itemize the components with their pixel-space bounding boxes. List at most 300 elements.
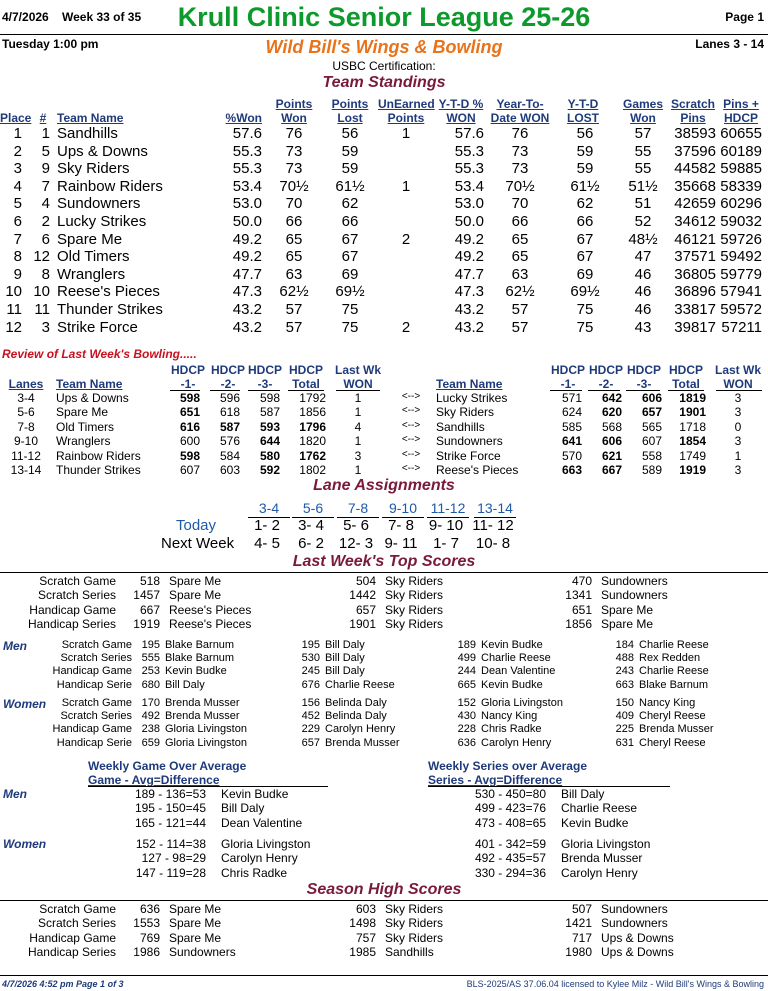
- standings-scratch-pins: 36896: [674, 283, 716, 301]
- individual-bowler: Charlie Reese: [639, 665, 709, 678]
- score-category: Scratch Game: [39, 902, 116, 916]
- standings-ytd-pct: 50.0: [454, 213, 484, 230]
- score-value: 504: [355, 574, 376, 588]
- standings-points-lost: 67: [341, 230, 359, 248]
- standings-ytd-lost: 67: [576, 230, 594, 248]
- standings-ytd-pct: 49.2: [454, 248, 484, 266]
- standings-ytd-lost: 69½: [570, 283, 600, 301]
- standings-team-name: Rainbow Riders: [57, 177, 163, 195]
- over-avg-bowler: Bill Daly: [221, 801, 265, 816]
- lane-pair: 7-8: [337, 500, 379, 518]
- over-avg-men-label: Men: [3, 787, 27, 801]
- standings-ytd-won: 73: [511, 160, 529, 178]
- individual-score: 225: [615, 723, 634, 736]
- col-team-name: Team Name: [57, 111, 124, 125]
- standings-points-lost: 59: [341, 142, 359, 160]
- standings-ytd-lost: 75: [576, 301, 594, 318]
- standings-team-name: Ups & Downs: [57, 142, 148, 160]
- individual-score: 195: [301, 639, 320, 651]
- standings-scratch-pins: 37596: [674, 142, 716, 160]
- score-value: 1856: [565, 617, 592, 632]
- standings-points-won: 65: [285, 230, 303, 248]
- individual-bowler: Bill Daly: [325, 665, 365, 678]
- standings-pct-won: 53.0: [232, 195, 262, 213]
- standings-place: 3: [13, 160, 22, 178]
- usbc-certification: USBC Certification:: [332, 59, 436, 73]
- review-game-left: 598: [179, 391, 200, 405]
- score-team: Spare Me: [169, 588, 222, 603]
- individual-score: 229: [301, 723, 320, 736]
- individual-category: Handicap Serie: [56, 736, 132, 749]
- lanes-range: Lanes 3 - 14: [695, 37, 764, 51]
- standings-points-won: 57: [285, 301, 303, 318]
- individual-score: 243: [615, 665, 634, 678]
- individual-bowler: Brenda Musser: [165, 697, 240, 709]
- review-vs-arrow: <-->: [401, 391, 421, 402]
- individual-score: 530: [301, 652, 320, 665]
- over-avg-bowler: Carolyn Henry: [561, 865, 638, 880]
- individual-score: 488: [615, 652, 634, 665]
- individual-score: 195: [141, 639, 160, 651]
- standings-pins-hdcp: 59885: [720, 160, 762, 178]
- individual-bowler: Carolyn Henry: [481, 736, 552, 749]
- standings-points-lost: 75: [341, 318, 359, 336]
- review-won-right: 3: [734, 463, 742, 477]
- standings-pct-won: 47.7: [232, 265, 262, 283]
- individual-bowler: Belinda Daly: [325, 697, 387, 709]
- individual-score: 150: [615, 697, 634, 709]
- score-category: Handicap Series: [27, 617, 116, 632]
- review-game-right: 621: [601, 448, 622, 463]
- review-won-right: 1: [734, 448, 742, 463]
- standings-ytd-pct: 57.6: [454, 125, 484, 142]
- review-won-left: 3: [354, 448, 362, 463]
- review-total-right: 1919: [679, 463, 706, 477]
- individual-bowler: Kevin Budke: [165, 665, 227, 678]
- review-team-right: Lucky Strikes: [436, 391, 508, 405]
- individual-bowler: Chris Radke: [481, 723, 542, 736]
- individual-score: 663: [615, 678, 634, 691]
- review-team-left: Spare Me: [56, 405, 109, 420]
- score-value: 1986: [133, 945, 160, 960]
- over-avg-calc: 401 - 342=59: [474, 837, 546, 851]
- standings-ytd-lost: 62: [576, 195, 594, 213]
- review-vs-arrow: <-->: [401, 419, 421, 431]
- over-avg-calc: 147 - 119=28: [135, 865, 206, 880]
- individual-score: 499: [457, 652, 476, 665]
- individual-score: 189: [457, 639, 476, 651]
- standings-points-lost: 62: [341, 195, 359, 213]
- lane-assignments-title: Lane Assignments: [313, 477, 455, 494]
- score-category: Scratch Series: [37, 916, 116, 931]
- individual-score: 680: [141, 678, 160, 691]
- individual-bowler: Cheryl Reese: [639, 736, 706, 749]
- standings-points-won: 65: [285, 248, 303, 266]
- individual-score: 636: [457, 736, 476, 749]
- standings-scratch-pins: 38593: [674, 125, 716, 142]
- review-team-left: Wranglers: [56, 434, 111, 449]
- page-number: Page 1: [725, 10, 764, 24]
- standings-pins-hdcp: 60296: [720, 195, 762, 213]
- review-won-left: 1: [354, 463, 362, 477]
- standings-ytd-lost: 69: [576, 265, 594, 283]
- standings-ytd-lost: 56: [576, 125, 594, 142]
- standings-place: 7: [13, 230, 22, 248]
- score-team: Sky Riders: [385, 930, 444, 945]
- standings-place: 1: [13, 125, 22, 142]
- over-avg-bowler: Bill Daly: [561, 787, 605, 801]
- individual-bowler: Dean Valentine: [481, 665, 556, 678]
- standings-scratch-pins: 42659: [674, 195, 716, 213]
- review-lanes: 5-6: [17, 405, 35, 420]
- next-week-label: Next Week: [161, 535, 235, 552]
- standings-place: 11: [6, 301, 22, 318]
- standings-ytd-won: 76: [511, 125, 529, 142]
- standings-points-lost: 61½: [335, 177, 365, 195]
- review-game-right: 667: [601, 463, 622, 477]
- score-team: Reese's Pieces: [169, 602, 252, 617]
- today-matchup: 11- 12: [472, 517, 514, 534]
- standings-place: 10: [5, 283, 22, 301]
- standings-points-won: 66: [285, 213, 303, 230]
- standings-unearned: 2: [401, 318, 411, 336]
- next-week-matchup: 6- 2: [298, 535, 324, 552]
- today-matchup: 9- 10: [428, 517, 464, 534]
- col-games-won: Games Won: [622, 97, 664, 125]
- game-over-avg-title: Weekly Game Over Average: [88, 759, 247, 773]
- review-won-right: 3: [734, 391, 742, 405]
- score-value: 1341: [565, 588, 592, 603]
- col-points-won: Points Won: [275, 97, 313, 125]
- review-game-right: 663: [561, 463, 582, 477]
- standings-games-won: 46: [634, 301, 652, 318]
- standings-pct-won: 43.2: [232, 318, 262, 336]
- standings-ytd-lost: 59: [576, 142, 594, 160]
- over-avg-bowler: Kevin Budke: [221, 787, 289, 801]
- standings-pct-won: 47.3: [232, 283, 262, 301]
- score-category: Scratch Game: [39, 574, 116, 588]
- score-team: Sky Riders: [385, 602, 444, 617]
- individual-category: Scratch Series: [60, 710, 132, 723]
- standings-pct-won: 50.0: [232, 213, 262, 230]
- review-game-left: 618: [219, 405, 240, 420]
- review-total-right: 1819: [679, 391, 706, 405]
- col-num: #: [39, 111, 47, 125]
- individual-bowler: Nancy King: [639, 697, 696, 709]
- standings-ytd-won: 73: [511, 142, 529, 160]
- review-game-right: 589: [641, 463, 662, 477]
- standings-games-won: 51: [634, 195, 652, 213]
- score-team: Ups & Downs: [601, 930, 674, 945]
- score-value: 470: [571, 574, 592, 588]
- standings-ytd-lost: 66: [576, 213, 594, 230]
- standings-scratch-pins: 34612: [674, 213, 716, 230]
- review-game-left: 580: [259, 448, 280, 463]
- review-team-left: Old Timers: [56, 419, 115, 434]
- standings-games-won: 55: [634, 142, 652, 160]
- individual-score: 409: [615, 710, 634, 723]
- score-team: Sandhills: [385, 945, 434, 960]
- review-game-left: 598: [179, 448, 200, 463]
- standings-games-won: 48½: [628, 230, 658, 248]
- review-team-right: Sandhills: [436, 419, 485, 434]
- review-game-left: 616: [179, 419, 200, 434]
- season-high-title: Season High Scores: [306, 881, 462, 898]
- individual-bowler: Charlie Reese: [639, 639, 709, 651]
- next-week-matchup: 10- 8: [475, 535, 511, 552]
- standings-team-name: Sandhills: [57, 125, 118, 142]
- review-total-left: 1820: [299, 434, 326, 449]
- review-game-left: 592: [259, 463, 280, 477]
- score-value: 757: [355, 930, 376, 945]
- over-avg-calc: 492 - 435=57: [474, 851, 546, 866]
- score-value: 507: [571, 902, 592, 916]
- over-avg-bowler: Kevin Budke: [561, 815, 629, 830]
- individual-bowler: Blake Barnum: [639, 678, 709, 691]
- review-team-right: Sundowners: [436, 434, 503, 449]
- standings-scratch-pins: 35668: [674, 177, 716, 195]
- standings-points-lost: 56: [341, 125, 359, 142]
- standings-points-lost: 66: [341, 213, 359, 230]
- standings-points-won: 70½: [279, 177, 309, 195]
- col-scratch-pins: Scratch Pins: [670, 97, 716, 125]
- individual-category: Scratch Series: [60, 652, 132, 665]
- lane-pair: 3-4: [248, 500, 290, 518]
- standings-place: 5: [13, 195, 22, 213]
- standings-team-number: 7: [41, 177, 50, 195]
- col-points-lost: Points Lost: [331, 97, 369, 125]
- today-label: Today: [176, 517, 217, 534]
- day-time: Tuesday 1:00 pm: [2, 37, 99, 51]
- score-value: 1980: [565, 945, 592, 960]
- over-avg-calc: 165 - 121=44: [134, 815, 206, 830]
- next-week-matchup: 1- 7: [433, 535, 459, 552]
- standings-ytd-pct: 49.2: [454, 230, 484, 248]
- standings-team-name: Strike Force: [57, 318, 138, 336]
- review-team-right: Reese's Pieces: [436, 463, 519, 477]
- standings-ytd-lost: 75: [576, 318, 594, 336]
- individual-bowler: Kevin Budke: [481, 639, 543, 651]
- review-game-right: 607: [641, 434, 662, 449]
- review-game-right: 585: [561, 419, 582, 434]
- standings-pct-won: 53.4: [232, 177, 262, 195]
- next-week-matchup: 9- 11: [384, 535, 418, 552]
- review-game-left: 598: [259, 391, 280, 405]
- col-pins-hdcp: Pins + HDCP: [723, 97, 759, 125]
- individual-category: Scratch Game: [61, 697, 132, 709]
- review-game-left: 603: [219, 463, 240, 477]
- individual-score: 253: [141, 665, 160, 678]
- standings-ytd-lost: 67: [576, 248, 594, 266]
- individual-bowler: Kevin Budke: [481, 678, 543, 691]
- review-team-left: Thunder Strikes: [56, 463, 141, 477]
- standings-ytd-won: 63: [511, 265, 529, 283]
- individual-bowler: Bill Daly: [325, 639, 365, 651]
- over-avg-calc: 330 - 294=36: [474, 865, 546, 880]
- individual-category: Scratch Game: [61, 639, 132, 651]
- standings-pct-won: 49.2: [232, 248, 262, 266]
- score-value: 1919: [133, 617, 160, 632]
- review-won-left: 4: [354, 419, 362, 434]
- individual-score: 665: [457, 678, 476, 691]
- over-avg-bowler: Brenda Musser: [561, 851, 643, 866]
- over-avg-bowler: Carolyn Henry: [221, 851, 298, 866]
- review-total-left: 1856: [299, 405, 326, 420]
- individual-score: 184: [615, 639, 634, 651]
- review-game-right: 606: [601, 434, 622, 449]
- standings-games-won: 57: [634, 125, 652, 142]
- score-team: Sundowners: [601, 916, 668, 931]
- next-week-matchup: 4- 5: [254, 535, 280, 552]
- individual-score: 156: [301, 697, 320, 709]
- review-team-right: Sky Riders: [436, 405, 495, 420]
- review-game-left: 587: [259, 405, 280, 420]
- standings-title: Team Standings: [322, 74, 446, 91]
- today-matchup: 1- 2: [254, 517, 280, 534]
- individual-score: 452: [301, 710, 320, 723]
- individual-bowler: Gloria Livingston: [165, 736, 247, 749]
- score-team: Sky Riders: [385, 588, 444, 603]
- standings-ytd-won: 65: [511, 248, 529, 266]
- individual-bowler: Nancy King: [481, 710, 538, 723]
- review-won-left: 1: [354, 434, 362, 449]
- review-game-right: 642: [601, 391, 622, 405]
- review-game-left: 587: [219, 419, 240, 434]
- standings-ytd-pct: 55.3: [454, 142, 484, 160]
- standings-ytd-won: 70½: [505, 177, 535, 195]
- standings-points-lost: 67: [341, 248, 359, 266]
- league-title: Krull Clinic Senior League 25-26: [177, 2, 591, 32]
- score-team: Sundowners: [601, 588, 668, 603]
- score-category: Handicap Series: [27, 945, 116, 960]
- score-team: Sky Riders: [385, 574, 444, 588]
- review-title: Review of Last Week's Bowling.....: [2, 347, 197, 361]
- report-date: 4/7/2026: [2, 10, 49, 24]
- standings-place: 12: [5, 318, 22, 336]
- review-lanes: 9-10: [13, 434, 39, 449]
- standings-ytd-won: 65: [511, 230, 529, 248]
- standings-pins-hdcp: 60655: [720, 125, 762, 142]
- standings-scratch-pins: 36805: [674, 265, 716, 283]
- standings-unearned: 1: [401, 125, 411, 142]
- lane-pair: 5-6: [292, 500, 334, 518]
- standings-ytd-won: 57: [511, 318, 529, 336]
- today-matchup: 3- 4: [298, 517, 324, 534]
- review-lanes: 11-12: [11, 448, 41, 463]
- individual-bowler: Belinda Daly: [325, 710, 387, 723]
- standings-team-number: 2: [41, 213, 50, 230]
- individual-bowler: Cheryl Reese: [639, 710, 706, 723]
- review-total-left: 1802: [299, 463, 326, 477]
- week-label: Week 33 of 35: [62, 10, 142, 24]
- standings-pct-won: 43.2: [232, 301, 262, 318]
- standings-games-won: 46: [634, 265, 652, 283]
- individual-score: 245: [301, 665, 320, 678]
- review-game-left: 600: [179, 434, 200, 449]
- score-value: 1553: [133, 916, 160, 931]
- standings-ytd-won: 66: [511, 213, 529, 230]
- standings-points-won: 73: [285, 142, 303, 160]
- score-value: 1457: [133, 588, 160, 603]
- individual-bowler: Brenda Musser: [639, 723, 714, 736]
- standings-points-won: 63: [285, 265, 303, 283]
- score-value: 1901: [349, 617, 376, 632]
- review-game-right: 568: [601, 419, 622, 434]
- women-label: Women: [3, 697, 47, 711]
- individual-bowler: Blake Barnum: [165, 652, 235, 665]
- score-team: Sky Riders: [385, 902, 444, 916]
- review-total-right: 1901: [679, 405, 706, 420]
- score-value: 769: [139, 930, 160, 945]
- standings-pins-hdcp: 59779: [720, 265, 762, 283]
- score-value: 1421: [565, 916, 592, 931]
- standings-games-won: 43: [634, 318, 652, 336]
- standings-points-lost: 75: [341, 301, 359, 318]
- score-team: Sundowners: [169, 945, 236, 960]
- over-avg-calc: 189 - 136=53: [134, 787, 206, 801]
- review-total-left: 1792: [299, 391, 326, 405]
- standings-team-name: Reese's Pieces: [57, 283, 160, 301]
- score-team: Spare Me: [169, 930, 222, 945]
- review-game-right: 624: [561, 405, 582, 420]
- bowling-center: Wild Bill's Wings & Bowling: [265, 37, 503, 57]
- individual-bowler: Blake Barnum: [165, 639, 235, 651]
- over-avg-calc: 499 - 423=76: [474, 801, 546, 816]
- review-game-right: 606: [641, 391, 662, 405]
- individual-bowler: Bill Daly: [165, 678, 205, 691]
- individual-score: 555: [141, 652, 160, 665]
- individual-bowler: Charlie Reese: [481, 652, 551, 665]
- individual-bowler: Brenda Musser: [325, 736, 400, 749]
- review-lanes: 3-4: [17, 391, 35, 405]
- standings-place: 8: [13, 248, 22, 266]
- review-won-right: 0: [734, 419, 742, 434]
- standings-ytd-pct: 43.2: [454, 318, 484, 336]
- individual-score: 657: [301, 736, 320, 749]
- individual-bowler: Carolyn Henry: [325, 723, 396, 736]
- lane-pair: 11-12: [427, 500, 469, 518]
- review-game-left: 607: [179, 463, 200, 477]
- score-value: 1985: [349, 945, 376, 960]
- review-game-left: 584: [219, 448, 240, 463]
- score-team: Spare Me: [601, 602, 654, 617]
- standings-team-number: 6: [41, 230, 50, 248]
- over-avg-bowler: Gloria Livingston: [221, 837, 311, 851]
- lane-pair: 13-14: [474, 500, 516, 518]
- over-avg-bowler: Chris Radke: [221, 865, 288, 880]
- review-team-right: Strike Force: [436, 448, 501, 463]
- review-game-right: 565: [641, 419, 662, 434]
- game-over-avg-sub: Game - Avg=Difference: [88, 773, 220, 787]
- review-vs-arrow: <-->: [401, 448, 421, 460]
- standings-pins-hdcp: 57941: [720, 283, 762, 301]
- standings-pct-won: 49.2: [232, 230, 262, 248]
- score-category: Handicap Game: [29, 602, 116, 617]
- standings-pins-hdcp: 59032: [720, 213, 762, 230]
- series-over-avg-sub: Series - Avg=Difference: [428, 773, 563, 787]
- standings-pins-hdcp: 57211: [721, 318, 762, 336]
- standings-ytd-pct: 47.7: [454, 265, 484, 283]
- series-over-avg-title: Weekly Series over Average: [428, 759, 587, 773]
- standings-pct-won: 57.6: [232, 125, 262, 142]
- individual-bowler: Gloria Livingston: [165, 723, 247, 736]
- standings-ytd-lost: 59: [576, 160, 594, 178]
- over-avg-calc: 152 - 114=38: [135, 837, 206, 851]
- score-value: 667: [139, 602, 160, 617]
- standings-place: 2: [13, 142, 22, 160]
- standings-team-number: 3: [41, 318, 50, 336]
- col-pct-won: %Won: [225, 111, 262, 125]
